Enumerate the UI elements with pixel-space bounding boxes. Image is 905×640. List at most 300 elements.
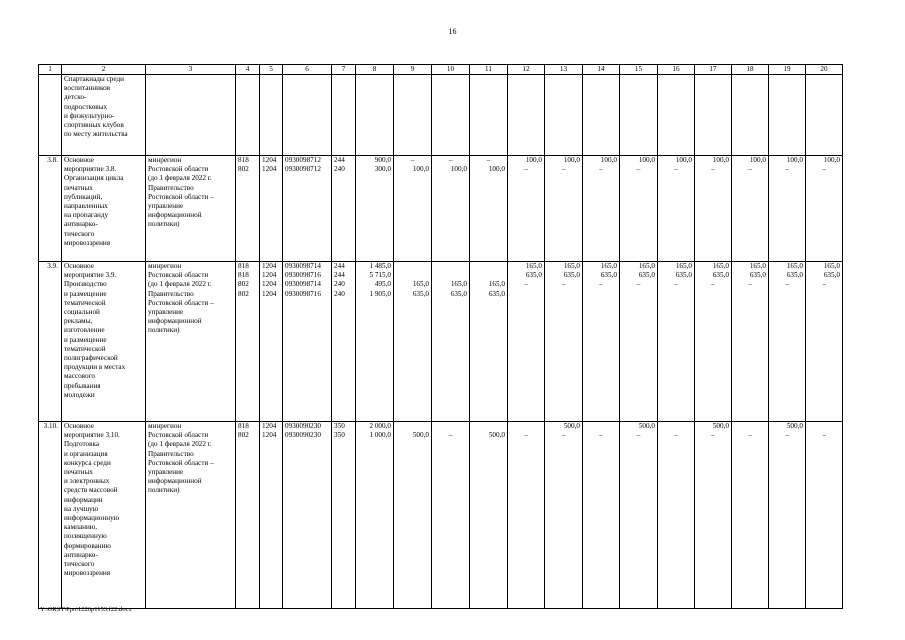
value-cell-c13 [545,422,583,609]
value-cell-c20 [806,156,843,262]
value-cell-c13 [545,156,583,262]
cell-line: 1204 [262,262,277,270]
cell-line: Основное [64,422,94,430]
cell-line: 100,0 [675,156,692,164]
value-cell-c19 [769,262,806,422]
cell-line: 500,0 [563,422,580,430]
program-table [38,64,843,609]
value-cell-c9 [394,156,432,262]
cell-line [734,422,766,431]
cell-line: 635,0 [563,271,580,280]
header-cell: 3 [146,65,236,75]
cell-line: антинарко- [64,550,98,559]
cell-line: – [599,431,603,440]
cell-line: 500,0 [786,422,803,430]
cell-line: 100,0 [525,156,542,164]
cell-line: 100,0 [488,165,505,174]
cell-line: – [410,156,415,164]
value-cell-c9 [394,75,432,156]
cell-line: 165,0 [638,262,655,270]
cell-line: управление [148,308,184,317]
cell-line: 0930098716 [285,289,321,298]
cell-line: минрегион [148,422,182,430]
value-cell-c16 [658,75,695,156]
cell-line: Ростовской области [148,165,209,174]
value-cell-c11 [470,422,508,609]
cell-line: 635,0 [675,271,692,280]
cell-line: Подготовка [64,440,100,449]
cell-line: Правительство [148,289,194,298]
cell-line [396,262,429,271]
cell-line: подростковых [64,102,108,111]
value-cell-c16 [658,262,695,422]
row-number: 3.8. [39,156,62,262]
cell-line: 0930098714 [285,280,321,289]
header-cell: 14 [583,65,620,75]
cell-line: по месту жительства [64,130,128,139]
cell-line: – [748,165,752,174]
row-number: 3.10. [39,422,62,609]
cell-line: и организация [64,449,108,458]
cell-line: мероприятие 3.10. [64,431,120,440]
cell-line: полиграфической [64,354,118,363]
cell-line: Правительство [148,183,194,192]
cell-line: Ростовской области – [148,192,214,201]
cell-line [585,422,617,431]
cell-line: – [599,280,603,289]
header-cell: 12 [508,65,545,75]
header-cell: 4 [236,65,260,75]
row-number [39,75,62,156]
cell-line: 635,0 [412,289,429,298]
cell-line: 1204 [262,156,277,164]
value-cell-c15 [620,422,658,609]
cell-line: 635,0 [450,289,467,298]
cell-line: 100,0 [786,156,803,164]
value-cell-c10 [432,75,470,156]
cell-line: политики) [148,486,180,495]
activity-name [62,75,146,156]
value-cell-c7 [332,156,356,262]
table-body [39,65,843,609]
value-cell-c19 [769,422,806,609]
cell-line: 100,0 [600,156,617,164]
table-row [39,75,843,156]
value-cell-c16 [658,156,695,262]
cell-line: 802 [238,280,249,289]
cell-line: – [785,280,789,289]
cell-line: – [711,431,715,440]
cell-line: 0930098712 [285,165,321,174]
cell-line: 500,0 [638,422,655,430]
cell-line [660,422,692,431]
cell-line [434,262,467,271]
header-cell: 19 [769,65,806,75]
header-cell: 16 [658,65,695,75]
header-cell: 5 [260,65,283,75]
cell-line: 240 [334,165,345,174]
value-cell-c5 [260,75,283,156]
cell-line: 635,0 [488,289,505,298]
cell-line: 165,0 [749,262,766,270]
cell-line: – [486,156,491,164]
cell-line: 100,0 [412,165,429,174]
activity-name [62,156,146,262]
executor [146,262,236,422]
value-cell-c7 [332,262,356,422]
cell-line: – [561,165,566,174]
cell-line: – [674,431,678,440]
cell-line: 802 [238,165,249,174]
value-cell-c5 [260,156,283,262]
cell-line: информационной [148,211,202,220]
header-cell: 18 [732,65,769,75]
cell-line: 635,0 [525,271,542,280]
table-row [39,422,843,609]
cell-line: 5 715,0 [369,271,391,280]
cell-line [434,271,467,280]
cell-line: управление [148,202,184,211]
value-cell-c9 [394,262,432,422]
cell-line: и размещение [64,335,107,344]
cell-line: – [448,431,453,440]
cell-line: – [748,431,752,440]
cell-line: 165,0 [450,280,467,289]
cell-line: политики) [148,326,180,335]
value-cell-c20 [806,262,843,422]
cell-line: 900,0 [374,156,391,164]
value-cell-c8 [356,422,394,609]
value-cell-c10 [432,156,470,262]
cell-line: – [524,431,528,440]
cell-line: мероприятие 3.8. [64,165,117,174]
file-path-footer: Y:\ORST\Ppo\1226p1153.f22.docx [40,606,132,613]
value-cell-c14 [583,75,620,156]
cell-line: массового [64,372,95,381]
value-cell-c19 [769,156,806,262]
value-cell-c12 [508,422,545,609]
value-cell-c19 [769,75,806,156]
cell-line: 165,0 [488,280,505,289]
cell-line: – [674,280,678,289]
cell-line: – [561,431,566,440]
cell-line: 0930090230 [285,431,321,440]
cell-line: публикаций, [64,192,103,201]
cell-line: 100,0 [712,156,729,164]
cell-line: – [448,156,453,164]
cell-line: 244 [334,271,345,280]
cell-line: 1204 [262,165,277,174]
cell-line: политики) [148,220,180,229]
cell-line: детско- [64,93,87,102]
cell-line: направленных [64,202,108,211]
cell-line: средств массовой [64,486,118,495]
cell-line: 100,0 [823,156,840,164]
cell-line: 635,0 [712,271,729,280]
cell-line: 635,0 [749,271,766,280]
cell-line: – [748,280,752,289]
cell-line: антинарко- [64,220,98,229]
cell-line: 0930098714 [285,262,321,270]
cell-line: 244 [334,262,345,270]
cell-line: продукции в местах [64,363,126,372]
cell-line: Производство [64,280,107,289]
cell-line: 635,0 [600,271,617,280]
value-cell-c14 [583,422,620,609]
header-cell: 17 [695,65,732,75]
cell-line: управление [148,468,184,477]
cell-line: 0930090230 [285,422,321,430]
value-cell-c11 [470,262,508,422]
cell-line: 1 485,0 [369,262,391,270]
cell-line: 165,0 [563,262,580,270]
cell-line: 165,0 [675,262,692,270]
cell-line: тического [64,229,95,238]
value-cell-c10 [432,422,470,609]
cell-line: Ростовской области – [148,298,214,307]
header-cell: 20 [806,65,843,75]
value-cell-c20 [806,75,843,156]
value-cell-c16 [658,422,695,609]
cell-line: 500,0 [712,422,729,430]
cell-line: молодежи [64,390,95,399]
header-cell: 13 [545,65,583,75]
cell-line: 1 905,0 [369,289,391,298]
value-cell-c15 [620,75,658,156]
cell-line: 100,0 [450,165,467,174]
value-cell-c5 [260,422,283,609]
header-cell: 10 [432,65,470,75]
value-cell-c4 [236,156,260,262]
table-row [39,262,843,422]
header-cell: 2 [62,65,146,75]
cell-line: спортивных клубов [64,121,124,130]
cell-line: (до 1 февраля 2022 г. [148,174,212,183]
header-row [39,65,843,75]
value-cell-c17 [695,156,732,262]
executor [146,156,236,262]
cell-line: информационной [148,477,202,486]
cell-line [808,422,840,431]
cell-line: изготовление [64,326,105,335]
cell-line: 100,0 [638,156,655,164]
cell-line: 1204 [262,271,277,280]
cell-line: тического [64,560,95,569]
cell-line: – [561,280,566,289]
cell-line [472,271,505,280]
cell-line: информационную [64,514,120,523]
executor [146,422,236,609]
cell-line: и электронных [64,477,110,486]
cell-line: тематической [64,344,106,353]
cell-line: 350 [334,431,345,440]
value-cell-c12 [508,156,545,262]
cell-line [472,422,505,431]
value-cell-c12 [508,262,545,422]
cell-line: 635,0 [823,271,840,280]
header-cell: 8 [356,65,394,75]
cell-line: пребывания [64,381,101,390]
value-cell-c18 [732,156,769,262]
cell-line: 100,0 [563,156,580,164]
cell-line: воспитанников [64,84,111,93]
cell-line: 165,0 [823,262,840,270]
cell-line: 0930098712 [285,156,321,164]
cell-line: 2 000,0 [369,422,391,430]
cell-line: на пропаганду [64,211,109,220]
value-cell-c6 [283,156,332,262]
cell-line: 1204 [262,431,277,440]
cell-line: 1204 [262,289,277,298]
cell-line: конкурса среди [64,458,111,467]
cell-line: 350 [334,422,345,430]
cell-line [510,422,542,431]
cell-line: тематической [64,298,106,307]
cell-line: печатных [64,183,93,192]
cell-line: 0930098716 [285,271,321,280]
cell-line: – [785,431,789,440]
cell-line: 300,0 [374,165,391,174]
cell-line: и размещение [64,289,107,298]
cell-line: 818 [238,262,249,270]
cell-line: рекламы, [64,317,93,326]
cell-line: 165,0 [712,262,729,270]
cell-line: кампанию, [64,523,98,532]
value-cell-c12 [508,75,545,156]
cell-line: мировоззрения [64,569,111,578]
value-cell-c11 [470,156,508,262]
value-cell-c18 [732,422,769,609]
cell-line: на лучшую [64,504,99,513]
cell-line: 165,0 [412,280,429,289]
cell-line: посвященную [64,532,107,541]
cell-line: минрегион [148,262,182,270]
executor [146,75,236,156]
cell-line: Организация цикла [64,174,124,183]
page-number: 16 [448,27,457,36]
activity-name [62,262,146,422]
value-cell-c18 [732,262,769,422]
value-cell-c6 [283,75,332,156]
cell-line: 165,0 [525,262,542,270]
header-cell: 15 [620,65,658,75]
cell-line: печатных [64,468,93,477]
cell-line: 1204 [262,422,277,430]
cell-line: (до 1 февраля 2022 г. [148,440,212,449]
value-cell-c8 [356,156,394,262]
value-cell-c4 [236,75,260,156]
cell-line: 802 [238,289,249,298]
cell-line: 818 [238,156,249,164]
value-cell-c13 [545,75,583,156]
cell-line: – [711,280,715,289]
cell-line: 165,0 [600,262,617,270]
cell-line: 802 [238,431,249,440]
cell-line: – [711,165,715,174]
cell-line: 495,0 [374,280,391,289]
header-cell: 11 [470,65,508,75]
cell-line: – [636,165,641,174]
value-cell-c8 [356,75,394,156]
value-cell-c6 [283,422,332,609]
cell-line: и физкультурно- [64,111,115,120]
cell-line: Основное [64,262,94,270]
cell-line: – [599,165,603,174]
cell-line: 500,0 [412,431,429,440]
cell-line [396,271,429,280]
value-cell-c7 [332,422,356,609]
value-cell-c8 [356,262,394,422]
value-cell-c10 [432,262,470,422]
cell-line: мировоззрения [64,238,111,247]
value-cell-c17 [695,262,732,422]
cell-line: 635,0 [786,271,803,280]
header-cell: 9 [394,65,432,75]
header-cell: 6 [283,65,332,75]
value-cell-c11 [470,75,508,156]
cell-line: (до 1 февраля 2022 г. [148,280,212,289]
cell-line: минрегион [148,156,182,164]
value-cell-c13 [545,262,583,422]
cell-line: Основное [64,156,94,164]
cell-line: Спартакиады среди [64,75,124,83]
cell-line: Ростовской области [148,271,209,280]
cell-line: Ростовской области [148,431,209,440]
cell-line: формированию [64,541,111,550]
value-cell-c17 [695,422,732,609]
value-cell-c9 [394,422,432,609]
cell-line: информации [64,495,103,504]
cell-line: мероприятие 3.9. [64,271,117,280]
cell-line: 818 [238,422,249,430]
value-cell-c15 [620,262,658,422]
cell-line: Правительство [148,449,194,458]
value-cell-c15 [620,156,658,262]
cell-line: 165,0 [786,262,803,270]
table-row [39,156,843,262]
cell-line: 244 [334,156,345,164]
cell-line: 500,0 [488,431,505,440]
activity-name [62,422,146,609]
value-cell-c6 [283,262,332,422]
cell-line: – [822,431,826,440]
cell-line: 240 [334,280,345,289]
cell-line: – [822,165,826,174]
cell-line [434,422,467,431]
cell-line: – [524,165,528,174]
cell-line: – [524,280,528,289]
cell-line: – [636,280,641,289]
value-cell-c20 [806,422,843,609]
value-cell-c17 [695,75,732,156]
cell-line: – [636,431,641,440]
cell-line: Ростовской области – [148,458,214,467]
cell-line [396,422,429,431]
cell-line: – [674,165,678,174]
cell-line: информационной [148,317,202,326]
value-cell-c5 [260,262,283,422]
value-cell-c18 [732,75,769,156]
value-cell-c14 [583,262,620,422]
header-cell: 1 [39,65,62,75]
row-number: 3.9. [39,262,62,422]
cell-line [472,262,505,271]
cell-line: 240 [334,289,345,298]
value-cell-c7 [332,75,356,156]
value-cell-c14 [583,156,620,262]
cell-line: – [822,280,826,289]
cell-line: 1 000,0 [369,431,391,440]
